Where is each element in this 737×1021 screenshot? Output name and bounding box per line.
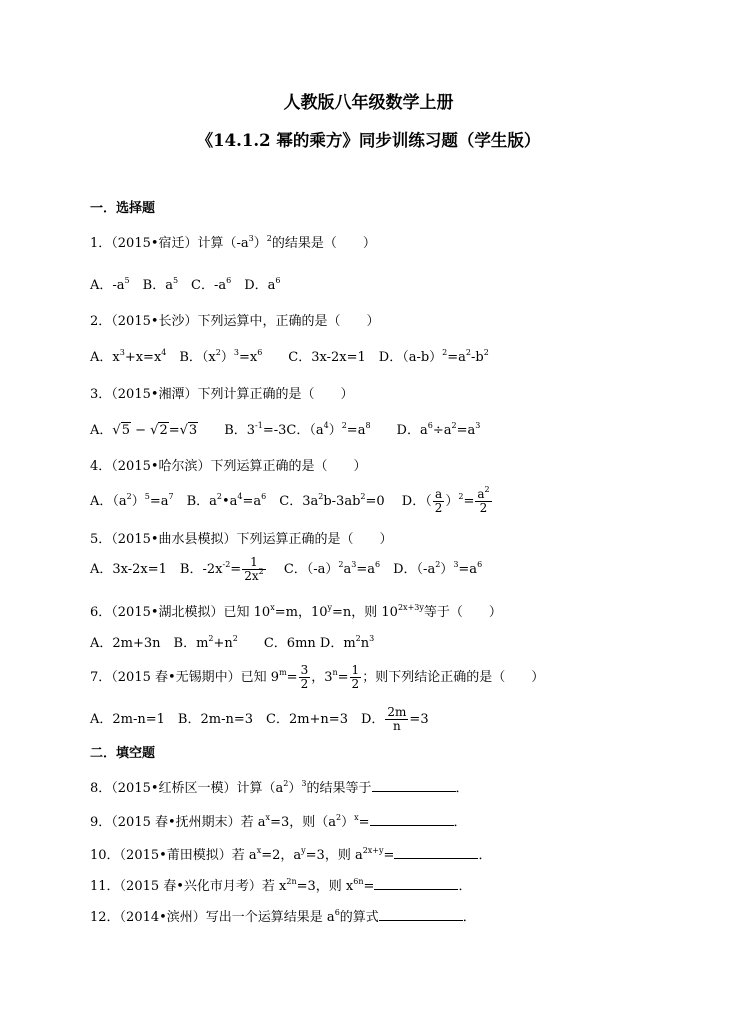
question-2: 2．（2015•长沙）下列运算中，正确的是（ ） bbox=[90, 314, 380, 329]
question-9: 9．（2015 春•抚州期末）若 $a^x=3$，则$(a^2)^x=$ ． bbox=[90, 813, 467, 830]
question-6-options: A．2m+3n B．$m^2+n^2$ C．6mn D．$m^2n^3$ bbox=[90, 634, 375, 651]
question-4: 4．（2015•哈尔滨）下列运算正确的是（ ） bbox=[90, 459, 367, 474]
question-12: 12．（2014•滨州）写出一个运算结果是 $a^6$的算式 ． bbox=[90, 908, 476, 925]
question-7-options: A．2m-n=1 B．2m-n=3 C．2m+n=3 D． $\frac{2m}{n}$ =3 bbox=[90, 705, 429, 733]
document-subtitle: 《14.1.2 幂的乘方》同步训练习题（学生版） bbox=[196, 131, 541, 150]
section-fill-heading: 二．填空题 bbox=[90, 746, 156, 761]
question-3-options: A．√5 − √2=√3 B．$3^{-1}=-3C$．$(a^4)^2=a^8$ D．$a^6\div a^2=a^3$ bbox=[90, 421, 481, 438]
section-choice-heading: 一．选择题 bbox=[90, 201, 156, 216]
question-11: 11．（2015 春•兴化市月考）若 $x^{2n}=3$，则 $x^{6n}=$ ． bbox=[90, 877, 472, 894]
answer-blank-11[interactable] bbox=[374, 877, 458, 890]
question-5-options: A．3x-2x=1 B．$-2x^{-2}=$ $\frac{1}{2x^2}$ C．$(-a)^2a^3=a^6$ D．$(-a^2)^3=a^6$ bbox=[90, 555, 483, 583]
question-3: 3．（2015•湘潭）下列计算正确的是（ ） bbox=[90, 387, 354, 402]
question-6: 6．（2015•湖北模拟）已知 $10^x=m$，$10^y=n$，则 $10^{2x+3y}$等于（ ） bbox=[90, 603, 502, 620]
question-5: 5．（2015•曲水县模拟）下列运算正确的是（ ） bbox=[90, 532, 393, 547]
answer-blank-9[interactable] bbox=[370, 813, 454, 826]
document-title: 人教版八年级数学上册 bbox=[283, 93, 454, 113]
answer-blank-8[interactable] bbox=[372, 779, 456, 792]
question-7: 7．（2015 春•无锡期中）已知 $9^m=$ $\frac{3}{2}$ ，$3^n=$ $\frac{1}{2}$ ；则下列结论正确的是（ ） bbox=[90, 663, 545, 691]
question-1: 1．（2015•宿迁）计算$(-a^3)^2$的结果是（ ） bbox=[90, 234, 376, 251]
question-8: 8．（2015•红桥区一模）计算$(a^2)^3$的结果等于 ． bbox=[90, 779, 469, 796]
question-2-options: A．$x^3+x=x^4$ B．$(x^2)^3=x^6$ C．3x-2x=1 D．$(a-b)^2=a^2-b^2$ bbox=[90, 348, 489, 365]
question-4-options: A．$(a^2)^5=a^7$ B．$a^2•a^4=a^6$ C．$3a^2b-3ab^2=0$ D．（ $\frac{a}{2}$ ）$^2$= $\frac{a^2}{2}$ bbox=[90, 485, 490, 515]
question-10: 10．（2015•莆田模拟）若 $a^x=2$，$a^y=3$，则 $a^{2x+y}=$ ． bbox=[90, 846, 492, 863]
answer-blank-10[interactable] bbox=[394, 846, 478, 859]
answer-blank-12[interactable] bbox=[379, 908, 463, 921]
question-1-options: A．$-a^5$ B．$a^5$ C．$-a^6$ D．$a^6$ bbox=[90, 276, 281, 293]
